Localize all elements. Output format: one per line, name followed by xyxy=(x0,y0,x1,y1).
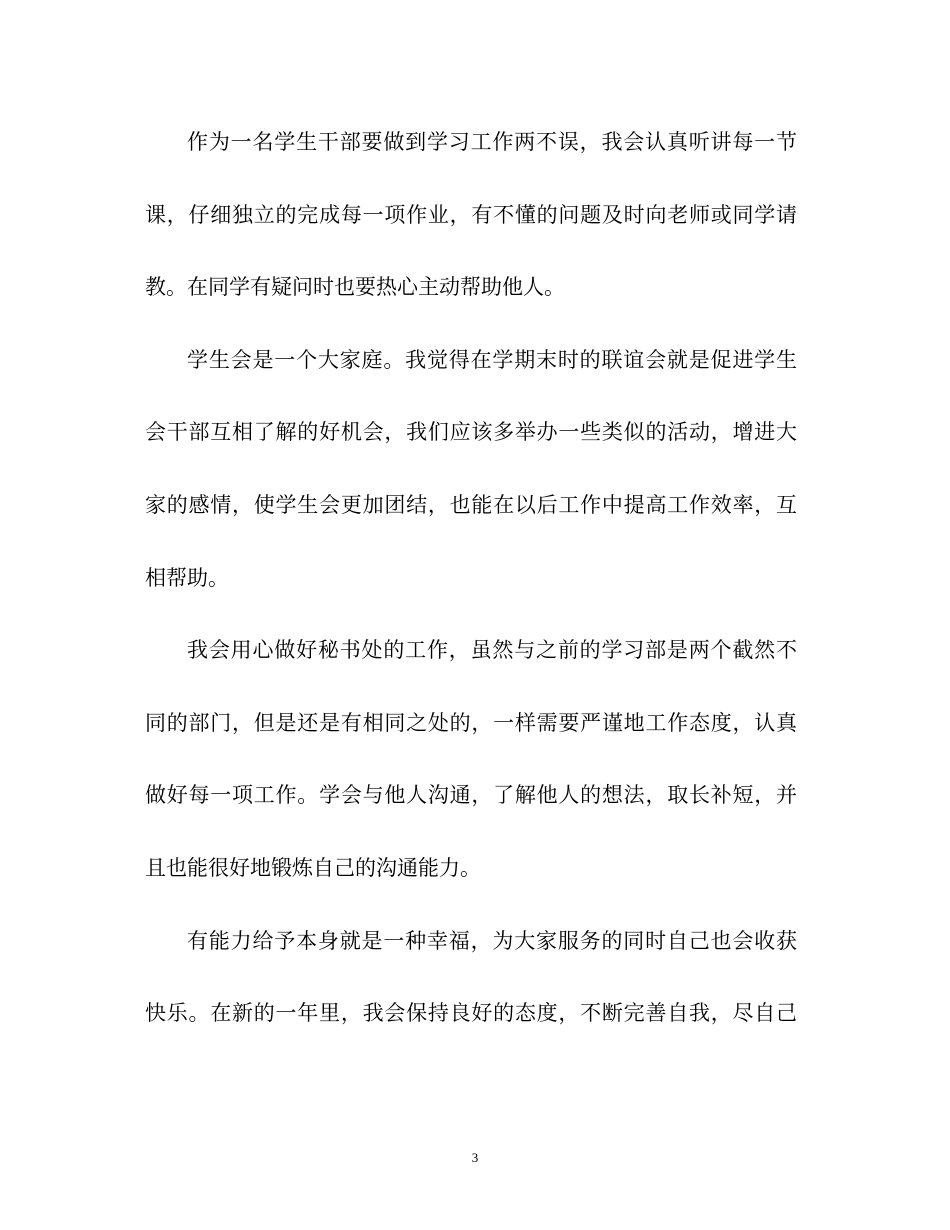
paragraph-3-line-1: 我会用心做好秘书处的工作，虽然与之前的学习部是两个截然不 xyxy=(187,638,797,663)
paragraph-1-line-2: 课，仔细独立的完成每一项作业，有不懂的问题及时向老师或同学请 xyxy=(145,202,797,227)
paragraph-1-line-1: 作为一名学生干部要做到学习工作两不误，我会认真听讲每一节 xyxy=(187,130,797,154)
paragraph-2-line-2: 会干部互相了解的好机会，我们应该多举办一些类似的活动，增进大 xyxy=(145,420,797,445)
paragraph-1-line-3: 教。在同学有疑问时也要热心主动帮助他人。 xyxy=(145,275,565,300)
paragraph-2-line-4: 相帮助。 xyxy=(145,565,229,590)
paragraph-4-line-2: 快乐。在新的一年里，我会保持良好的态度，不断完善自我，尽自己 xyxy=(145,1001,797,1026)
page-number: 3 xyxy=(471,1150,479,1165)
paragraph-3-line-2: 同的部门，但是还是有相同之处的，一样需要严谨地工作态度，认真 xyxy=(145,710,797,735)
paragraph-4-line-1: 有能力给予本身就是一种幸福，为大家服务的同时自己也会收获 xyxy=(187,928,797,953)
paragraph-2-line-3: 家的感情，使学生会更加团结，也能在以后工作中提高工作效率，互 xyxy=(145,492,797,517)
body-text xyxy=(145,118,797,1062)
paragraph-3-line-4: 且也能很好地锻炼自己的沟通能力。 xyxy=(145,855,481,880)
paragraph-2-line-1: 学生会是一个大家庭。我觉得在学期末时的联谊会就是促进学生 xyxy=(187,347,797,372)
paragraph-3-line-3: 做好每一项工作。学会与他人沟通，了解他人的想法，取长补短，并 xyxy=(145,783,797,808)
